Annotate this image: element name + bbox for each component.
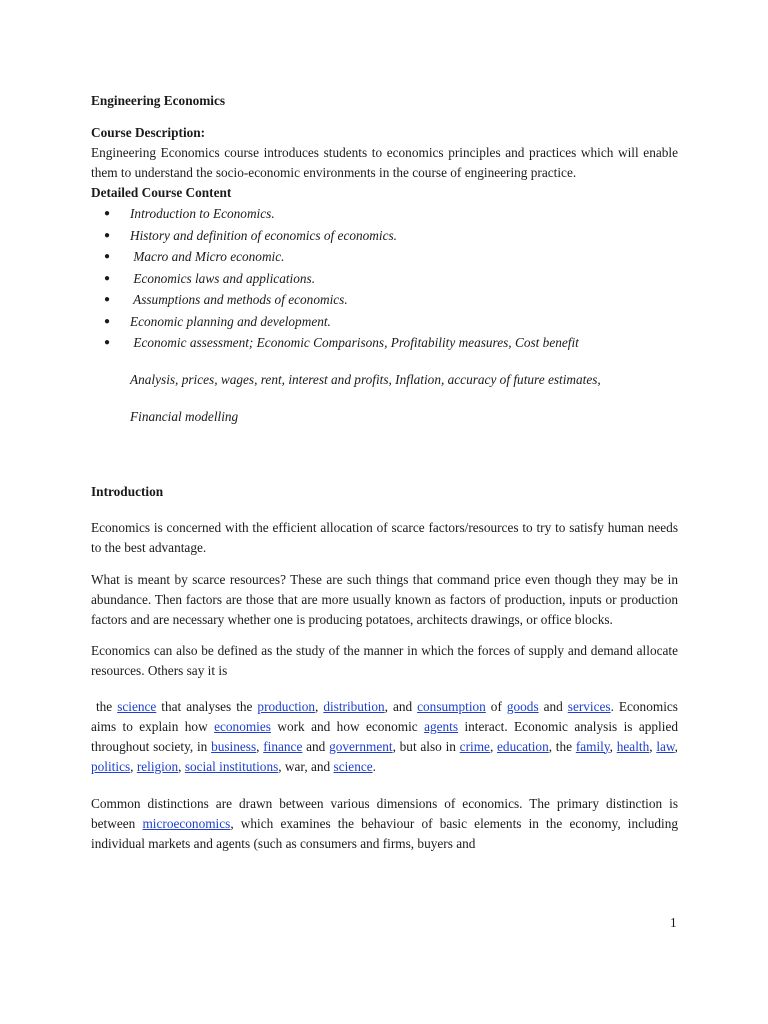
- bullet-icon: ●: [104, 294, 111, 305]
- text-run: , but also in: [392, 738, 460, 754]
- list-item: [91, 203, 678, 225]
- list-item: [91, 268, 678, 290]
- link-production[interactable]: production: [257, 698, 316, 714]
- link-education[interactable]: education: [497, 738, 549, 754]
- course-description-text: Engineering Economics course introduces students to economics principles and practices which will enable them to understand the socio-economic environments in the course of engineering practice.: [91, 145, 678, 180]
- bullet-icon: ●: [104, 229, 111, 241]
- link-microeconomics[interactable]: microeconomics: [142, 815, 231, 831]
- intro-paragraph: Economics can also be defined as the study of the manner in which the forces of supply and demand allocate resources. Others say it is: [91, 642, 678, 678]
- list-item-text: Assumptions and methods of economics.: [130, 292, 348, 307]
- document-page: [91, 91, 678, 854]
- text-run: and: [538, 698, 568, 714]
- list-item: [91, 311, 678, 333]
- text-run: that analyses the: [156, 698, 258, 714]
- link-social-institutions[interactable]: social institutions: [184, 758, 279, 774]
- bullet-icon: ●: [104, 251, 111, 262]
- text-run: the: [91, 698, 118, 714]
- text-run: Common distinctions are drawn between various dimensions of economics. The primary distinction is between: [91, 795, 678, 831]
- content-continuation-line: Financial modelling: [130, 408, 239, 424]
- text-run: . Economics aims to explain how: [91, 698, 678, 734]
- list-item: [91, 332, 678, 354]
- introduction-heading: Introduction: [91, 483, 164, 499]
- text-run: and: [302, 738, 330, 754]
- content-continuation-line: Analysis, prices, wages, rent, interest and profits, Inflation, accuracy of future estimates,: [130, 371, 601, 387]
- bullet-icon: ●: [104, 272, 111, 284]
- intro-paragraph: What is meant by scarce resources? These are such things that command price even though they may be in abundance. Then factors are those that are more usually known as factors of production, inputs or production factors and are necessary whether one is producing potatoes, architects drawings, or office blocks.: [91, 571, 678, 627]
- link-services[interactable]: services: [567, 698, 611, 714]
- link-law[interactable]: law: [656, 738, 675, 754]
- text-run: ,: [130, 758, 137, 774]
- text-run: , war, and: [278, 758, 334, 774]
- course-content-list: [91, 203, 678, 354]
- link-crime[interactable]: crime: [459, 738, 490, 754]
- link-science[interactable]: science: [117, 698, 157, 714]
- list-item-text: Macro and Micro economic.: [130, 249, 285, 264]
- list-item-text: Economic assessment; Economic Comparisons, Profitability measures, Cost benefit: [130, 335, 579, 350]
- text-run: .: [372, 758, 376, 774]
- text-run: ,: [256, 738, 264, 754]
- text-run: , and: [384, 698, 418, 714]
- list-item-text: Economic planning and development.: [130, 313, 331, 329]
- detailed-content-heading: Detailed Course Content: [91, 185, 232, 200]
- bullet-icon: ●: [104, 337, 111, 348]
- text-run: ,: [649, 738, 657, 754]
- text-run: work and how economic: [270, 718, 425, 734]
- text-run: ,: [674, 738, 678, 754]
- list-item-text: Economics laws and applications.: [130, 270, 316, 286]
- distinctions-paragraph: [91, 794, 678, 854]
- text-run: ,: [315, 698, 324, 714]
- text-run: ,: [609, 738, 617, 754]
- bullet-icon: ●: [104, 208, 111, 219]
- text-run: , the: [548, 738, 576, 754]
- text-run: ,: [489, 738, 498, 754]
- link-distribution[interactable]: distribution: [323, 698, 385, 714]
- text-run: of: [485, 698, 507, 714]
- link-business[interactable]: business: [211, 738, 257, 754]
- text-run: ,: [178, 758, 185, 774]
- link-agents[interactable]: agents: [424, 718, 459, 734]
- list-item-text: History and definition of economics of economics.: [130, 227, 398, 243]
- list-item: [91, 289, 678, 311]
- link-government[interactable]: government: [329, 738, 393, 754]
- link-finance[interactable]: finance: [263, 738, 303, 754]
- link-goods[interactable]: goods: [506, 698, 539, 714]
- link-family[interactable]: family: [575, 738, 610, 754]
- bullet-icon: ●: [104, 315, 111, 327]
- text-run: , which examines the behaviour of basic elements in the economy, including individual markets and agents (such as consumers and firms, buyers and: [91, 815, 679, 851]
- link-health[interactable]: health: [616, 738, 650, 754]
- definition-paragraph: [91, 697, 678, 777]
- list-item: [91, 246, 678, 268]
- link-science-2[interactable]: science: [333, 758, 373, 774]
- link-politics[interactable]: politics: [91, 758, 131, 774]
- document-title: Engineering Economics: [91, 93, 226, 108]
- list-item: [91, 225, 678, 247]
- text-run: interact. Economic analysis is applied throughout society, in: [91, 718, 678, 754]
- page-number: 1: [670, 915, 677, 930]
- list-item-text: Introduction to Economics.: [130, 206, 275, 221]
- link-religion[interactable]: religion: [136, 758, 179, 774]
- course-description-heading: Course Description:: [91, 125, 206, 140]
- link-consumption[interactable]: consumption: [417, 698, 486, 714]
- link-economies[interactable]: economies: [214, 718, 271, 734]
- intro-paragraph: Economics is concerned with the efficient allocation of scarce factors/resources to try to satisfy human needs to the best advantage.: [91, 519, 678, 555]
